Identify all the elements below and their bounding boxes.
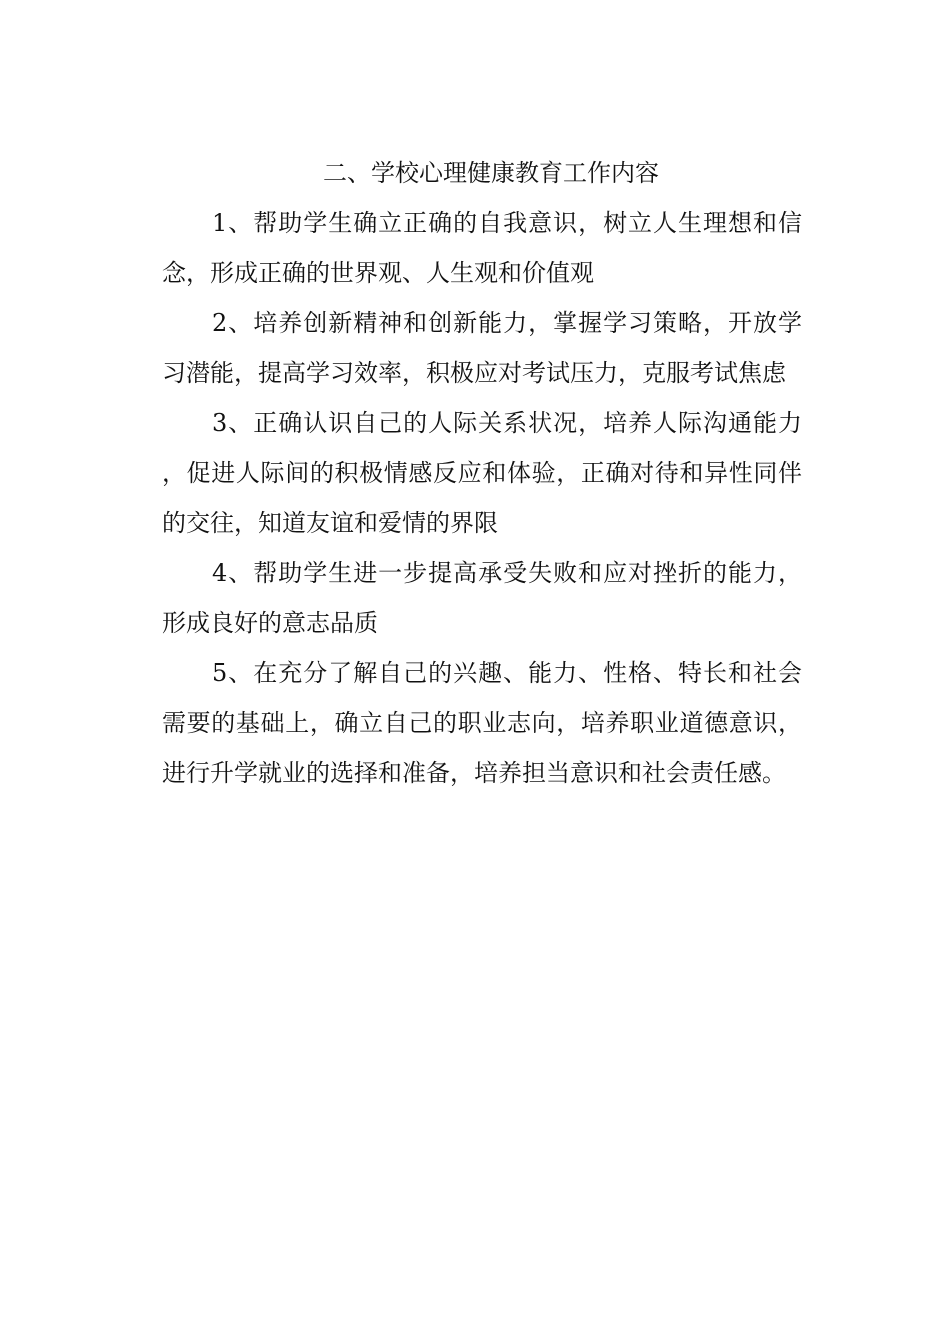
paragraph-4: 4、帮助学生进一步提高承受失败和应对挫折的能力，形成良好的意志品质 — [162, 559, 802, 637]
paragraph-1: 1、帮助学生确立正确的自我意识，树立人生理想和信念，形成正确的世界观、人生观和价值观 — [162, 209, 802, 287]
section-heading: 二、学校心理健康教育工作内容 — [323, 159, 659, 187]
paragraph-2: 2、培养创新精神和创新能力，掌握学习策略，开放学习潜能，提高学习效率，积极应对考试压力，克服考试焦虑 — [162, 309, 802, 387]
paragraph-5: 5、在充分了解自己的兴趣、能力、性格、特长和社会需要的基础上，确立自己的职业志向，培养职业道德意识，进行升学就业的选择和准备，培养担当意识和社会责任感。 — [162, 659, 802, 787]
document-page — [162, 148, 802, 798]
paragraph-3: 3、正确认识自己的人际关系状况，培养人际沟通能力，促进人际间的积极情感反应和体验，正确对待和异性同伴的交往，知道友谊和爱情的界限 — [162, 409, 802, 537]
